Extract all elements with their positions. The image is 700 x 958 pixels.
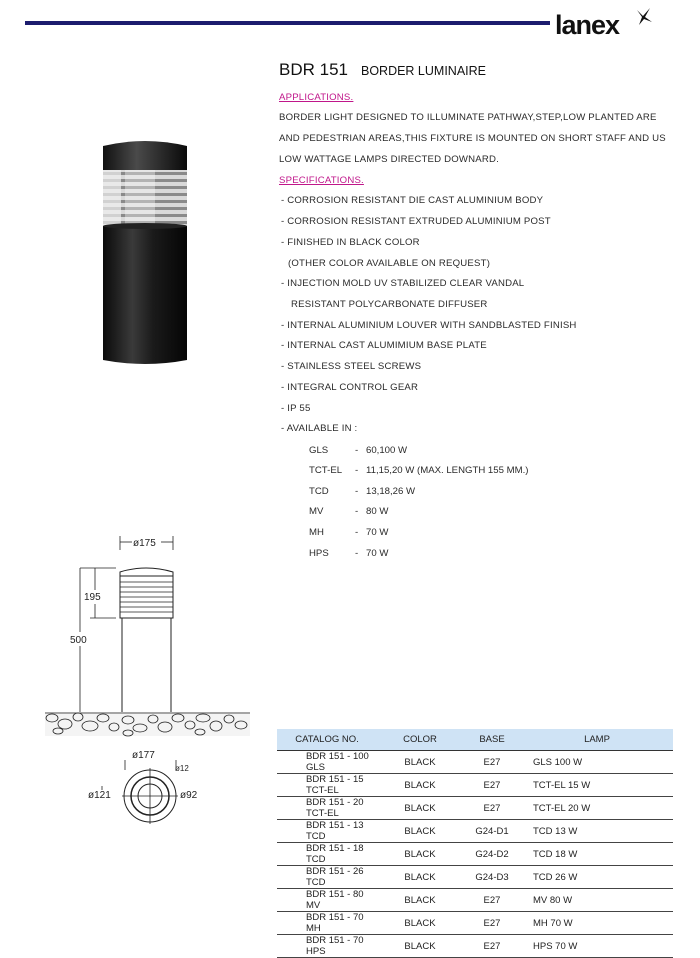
spec-line: RESISTANT POLYCARBONATE DIFFUSER xyxy=(291,299,488,310)
lamp: TCD 13 W xyxy=(521,820,673,843)
lamp: TCD 18 W xyxy=(521,843,673,866)
spec-line: - INJECTION MOLD UV STABILIZED CLEAR VANDAL xyxy=(281,278,525,289)
color: BLACK xyxy=(377,912,463,935)
spec-line: - STAINLESS STEEL SCREWS xyxy=(281,361,422,372)
lamp: TCD 26 W xyxy=(521,866,673,889)
spec-line: - AVAILABLE IN : xyxy=(281,423,358,434)
col-lamp: LAMP xyxy=(521,729,673,751)
applications-line: BORDER LIGHT DESIGNED TO ILLUMINATE PATHWAY,STEP,LOW PLANTED ARE xyxy=(279,112,657,123)
product-title xyxy=(279,60,486,80)
base: E27 xyxy=(463,935,521,958)
lamp-value: 70 W xyxy=(366,548,389,559)
table-header-row xyxy=(277,729,673,751)
table-row xyxy=(277,866,673,889)
color: BLACK xyxy=(377,797,463,820)
technical-drawing xyxy=(40,532,265,842)
lamp-dash: - xyxy=(355,445,359,456)
base: E27 xyxy=(463,912,521,935)
lamp: TCT-EL 15 W xyxy=(521,774,673,797)
color: BLACK xyxy=(377,866,463,889)
catalog-no: BDR 151 - 70 MH xyxy=(277,912,377,935)
table-row xyxy=(277,774,673,797)
catalog-table xyxy=(277,729,673,958)
color: BLACK xyxy=(377,935,463,958)
spec-line: - CORROSION RESISTANT DIE CAST ALUMINIUM BODY xyxy=(281,195,544,206)
lamp-type: MH xyxy=(309,527,324,538)
table-row xyxy=(277,912,673,935)
col-catalog-no: CATALOG NO. xyxy=(277,729,377,751)
base: E27 xyxy=(463,774,521,797)
lamp-dash: - xyxy=(355,486,359,497)
logo-mark-icon xyxy=(637,8,652,25)
product-photo xyxy=(95,136,195,368)
dim-base-diameter: ø177 xyxy=(132,750,155,761)
table-row xyxy=(277,843,673,866)
lamp-value: 11,15,20 W (MAX. LENGTH 155 MM.) xyxy=(366,465,529,476)
base: E27 xyxy=(463,889,521,912)
catalog-no: BDR 151 - 18 TCD xyxy=(277,843,377,866)
catalog-no: BDR 151 - 20 TCT-EL xyxy=(277,797,377,820)
dim-hole: ø12 xyxy=(175,764,189,773)
lamp-value: 60,100 W xyxy=(366,445,408,456)
lamp: GLS 100 W xyxy=(521,751,673,774)
table-row xyxy=(277,751,673,774)
base: G24-D3 xyxy=(463,866,521,889)
dim-left: ø121 xyxy=(88,790,111,801)
lamp: MV 80 W xyxy=(521,889,673,912)
lamp-type: HPS xyxy=(309,548,329,559)
color: BLACK xyxy=(377,843,463,866)
color: BLACK xyxy=(377,751,463,774)
applications-heading: APPLICATIONS. xyxy=(279,92,354,103)
catalog-no: BDR 151 - 80 MV xyxy=(277,889,377,912)
lamp-value: 13,18,26 W xyxy=(366,486,416,497)
color: BLACK xyxy=(377,774,463,797)
lamp-type: TCT-EL xyxy=(309,465,343,476)
spec-line: - INTERNAL ALUMINIUM LOUVER WITH SANDBLASTED FINISH xyxy=(281,320,577,331)
dim-right: ø92 xyxy=(180,790,198,801)
lamp-value: 80 W xyxy=(366,506,389,517)
lamp: TCT-EL 20 W xyxy=(521,797,673,820)
catalog-no: BDR 151 - 13 TCD xyxy=(277,820,377,843)
spec-line: - IP 55 xyxy=(281,403,311,414)
applications-line: AND PEDESTRIAN AREAS,THIS FIXTURE IS MOUNTED ON SHORT STAFF AND US xyxy=(279,133,666,144)
dim-total-height: 500 xyxy=(70,635,87,646)
specifications-heading: SPECIFICATIONS. xyxy=(279,175,364,186)
applications-line: LOW WATTAGE LAMPS DIRECTED DOWNARD. xyxy=(279,154,500,165)
table-row xyxy=(277,797,673,820)
logo-text: lanex xyxy=(555,10,620,38)
lamp-type: TCD xyxy=(309,486,329,497)
spec-line: - FINISHED IN BLACK COLOR xyxy=(281,237,420,248)
product-name: BORDER LUMINAIRE xyxy=(360,64,487,78)
lamp-type: GLS xyxy=(309,445,329,456)
table-row xyxy=(277,935,673,958)
catalog-no: BDR 151 - 100 GLS xyxy=(277,751,377,774)
color: BLACK xyxy=(377,820,463,843)
lamp-type: MV xyxy=(309,506,324,517)
lamp: MH 70 W xyxy=(521,912,673,935)
catalog-no: BDR 151 - 15 TCT-EL xyxy=(277,774,377,797)
spec-line: - CORROSION RESISTANT EXTRUDED ALUMINIUM POST xyxy=(281,216,551,227)
spec-line: - INTEGRAL CONTROL GEAR xyxy=(281,382,419,393)
header-rule xyxy=(25,21,550,25)
dim-head-height: 195 xyxy=(84,592,101,603)
col-base: BASE xyxy=(463,729,521,751)
base: G24-D2 xyxy=(463,843,521,866)
dim-top-diameter: ø175 xyxy=(133,538,156,549)
lanex-logo xyxy=(553,6,653,38)
lamp-dash: - xyxy=(355,548,359,559)
catalog-no: BDR 151 - 26 TCD xyxy=(277,866,377,889)
color: BLACK xyxy=(377,889,463,912)
product-code: BDR 151 xyxy=(279,60,348,79)
lamp-dash: - xyxy=(355,465,359,476)
spec-line: - INTERNAL CAST ALUMIMIUM BASE PLATE xyxy=(281,340,487,351)
spec-line: (OTHER COLOR AVAILABLE ON REQUEST) xyxy=(288,258,491,269)
base: E27 xyxy=(463,751,521,774)
base: E27 xyxy=(463,797,521,820)
catalog-no: BDR 151 - 70 HPS xyxy=(277,935,377,958)
lamp-dash: - xyxy=(355,506,359,517)
table-row xyxy=(277,820,673,843)
lamp: HPS 70 W xyxy=(521,935,673,958)
col-color: COLOR xyxy=(377,729,463,751)
lamp-dash: - xyxy=(355,527,359,538)
lamp-value: 70 W xyxy=(366,527,389,538)
base: G24-D1 xyxy=(463,820,521,843)
table-row xyxy=(277,889,673,912)
